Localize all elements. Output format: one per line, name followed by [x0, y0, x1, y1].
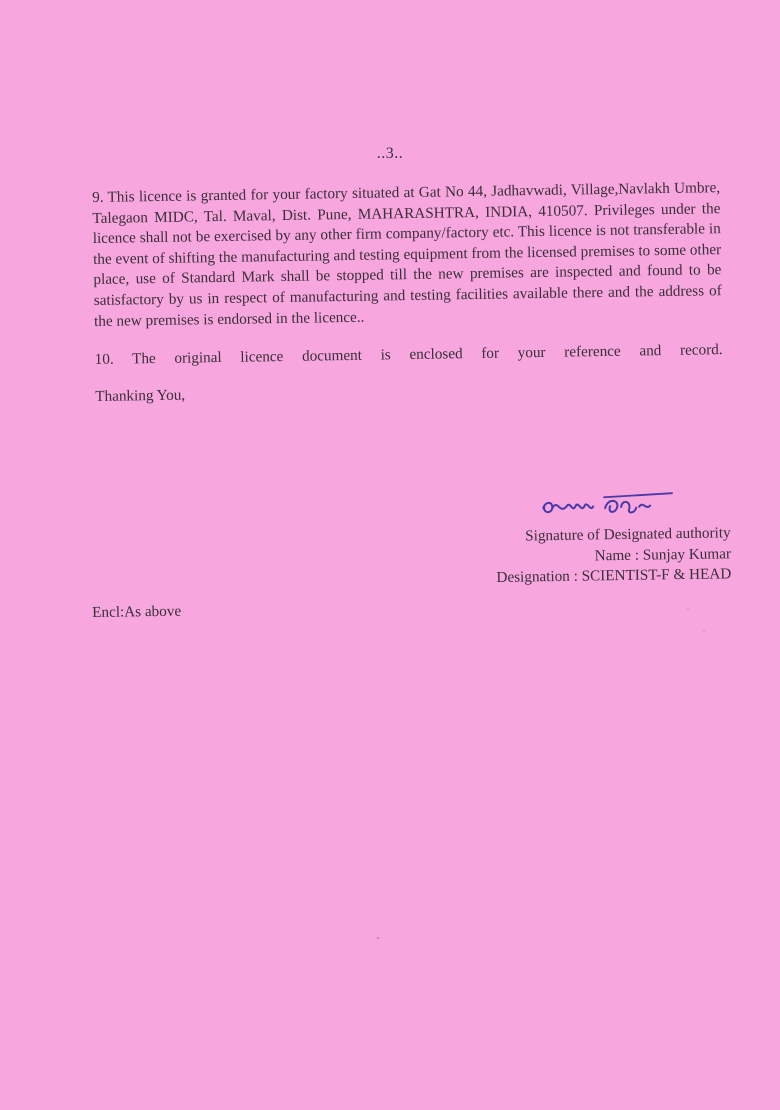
paper-speck — [687, 608, 689, 610]
paper-speck — [703, 630, 705, 632]
authority-designation: Designation : SCIENTIST-F & HEAD — [496, 565, 732, 586]
signature-block — [430, 491, 732, 586]
enclosure-note: Encl:As above — [92, 602, 182, 621]
authority-name: Name : Sunjay Kumar — [594, 544, 732, 564]
paragraph-10: 10. The original licence document is enclosed for your reference and record. — [94, 341, 723, 369]
closing-text: Thanking You, — [95, 386, 186, 405]
handwritten-signature — [535, 488, 675, 522]
signature-caption: Signature of Designated authority — [525, 524, 731, 545]
signature-details — [496, 523, 732, 588]
page-number: ..3.. — [376, 145, 404, 162]
document-body — [92, 178, 723, 407]
paper-speck — [377, 937, 379, 939]
paragraph-9: 9. This licence is granted for your factory situated at Gat No 44, Jadhavwadi, Village,Navlakh Umbre, Talegaon MIDC, Tal. Maval, Dist. Pune, MAHARASHTRA, INDIA, 410507. Privileges under the licence shall not be exercised by any other firm company/factory etc. This licence is not transferable in the event of shifting the manufacturing and testing equipment from the licensed premises to some other place, use of Standard Mark shall be stopped till the new premises are inspected and found to be satisfactory by us in respect of manufacturing and testing facilities available there and the address of the new premises is endorsed in the licence.. — [92, 179, 722, 330]
